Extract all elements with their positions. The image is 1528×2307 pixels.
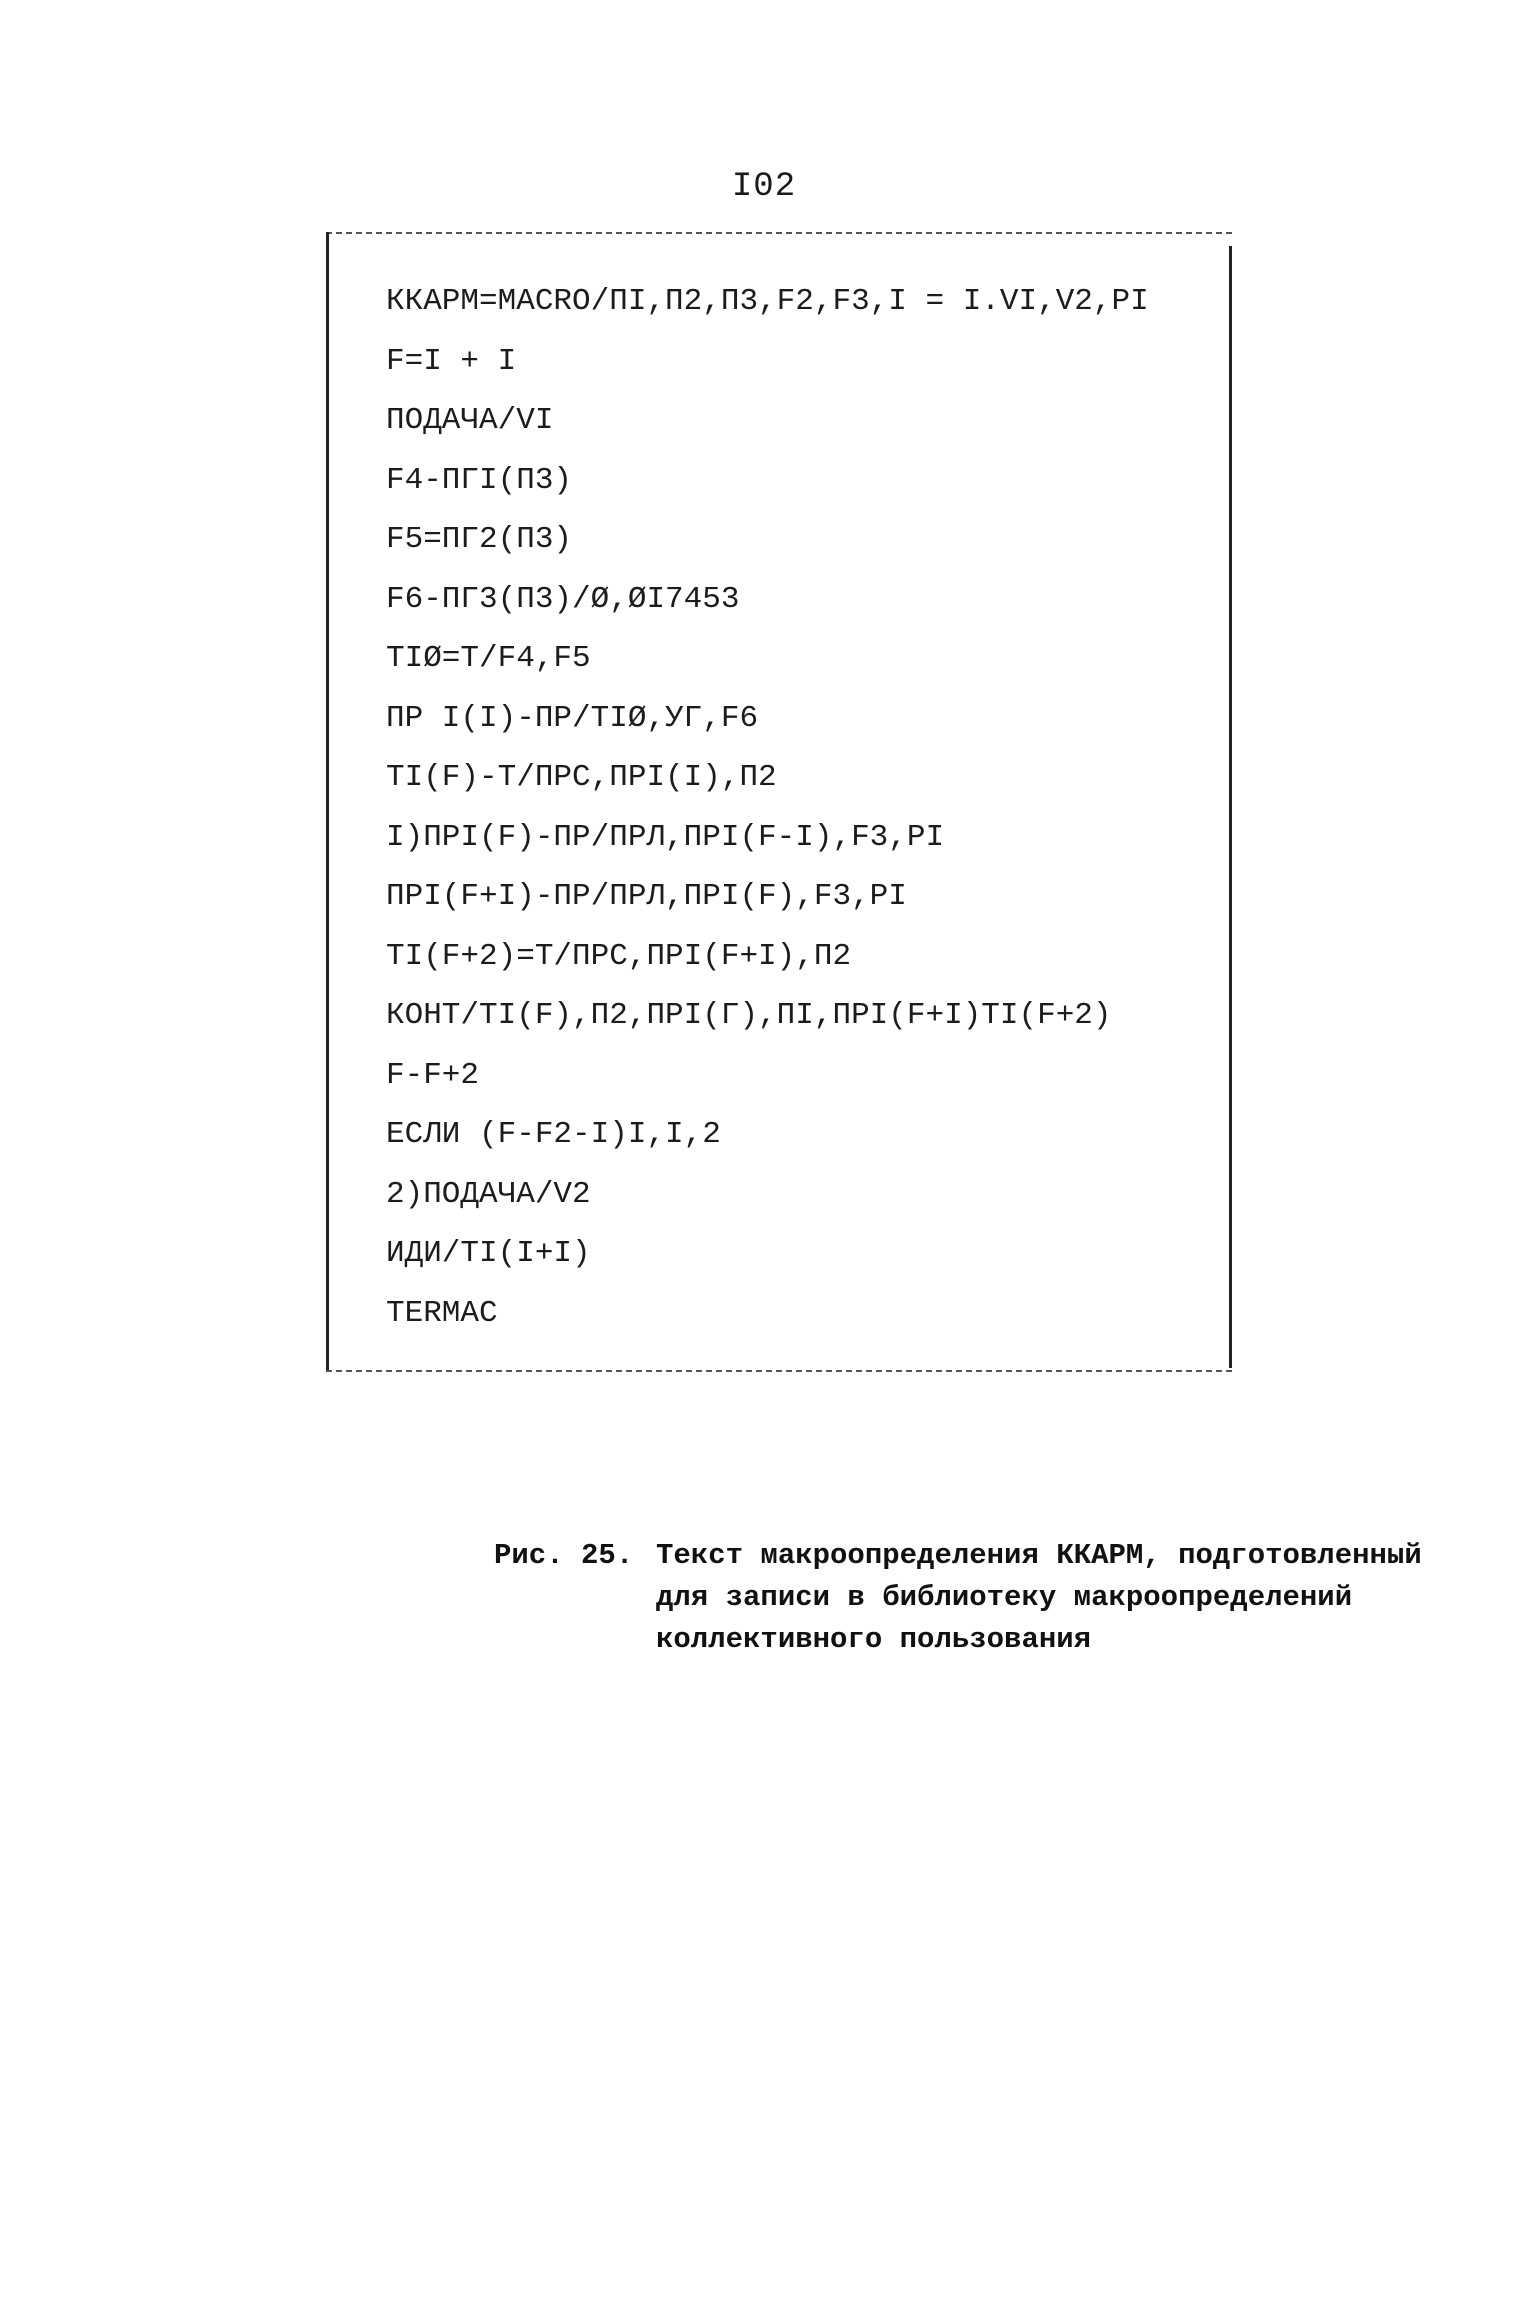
code-line: ПОДАЧА/VI xyxy=(386,403,554,438)
code-line: F=I + I xyxy=(386,343,517,379)
frame-left-border xyxy=(326,232,329,1372)
code-line: КОНТ/TI(F),П2,ПРI(Г),ПI,ПРI(F+I)TI(F+2) xyxy=(386,998,1112,1033)
code-line: F-F+2 xyxy=(386,1057,480,1093)
frame-top-border xyxy=(326,232,1232,234)
code-line: TERMAC xyxy=(386,1295,498,1331)
caption-line: для записи в библиотеку макроопределений xyxy=(656,1581,1353,1614)
page-number: I02 xyxy=(731,168,797,206)
code-line: TI(F)-T/ПРС,ПРI(I),П2 xyxy=(386,760,777,795)
code-lines xyxy=(386,272,1149,1343)
code-listing-frame xyxy=(326,232,1232,1372)
code-line: F4-ПГI(П3) xyxy=(386,462,573,498)
code-line: ПР I(I)-ПР/TIØ,УГ,F6 xyxy=(386,700,759,736)
code-line: TI(F+2)=T/ПРС,ПРI(F+I),П2 xyxy=(386,938,852,974)
code-line: ПРI(F+I)-ПР/ПРЛ,ПРI(F),F3,PI xyxy=(386,879,907,914)
frame-right-border xyxy=(1229,246,1232,1368)
caption-line: Текст макроопределения ККАРМ, подготовленный xyxy=(656,1539,1422,1572)
caption-line: коллективного пользования xyxy=(656,1623,1092,1656)
code-line: ЕСЛИ (F-F2-I)I,I,2 xyxy=(386,1117,721,1152)
caption-text xyxy=(656,1535,1476,1661)
code-line: I)ПРI(F)-ПР/ПРЛ,ПРI(F-I),F3,PI xyxy=(386,819,945,855)
code-line: F5=ПГ2(П3) xyxy=(386,522,573,557)
code-line: TIØ=T/F4,F5 xyxy=(386,641,591,676)
code-line: ККАРМ=MACRO/ПI,П2,П3,F2,F3,I = I.VI,V2,PI xyxy=(386,284,1149,319)
code-line: F6-ПГ3(П3)/Ø,ØI7453 xyxy=(386,581,740,617)
code-line: 2)ПОДАЧА/V2 xyxy=(386,1176,591,1212)
figure-label: Рис. 25. xyxy=(494,1539,634,1572)
code-line: ИДИ/TI(I+I) xyxy=(386,1236,591,1271)
frame-bottom-border xyxy=(326,1370,1232,1372)
